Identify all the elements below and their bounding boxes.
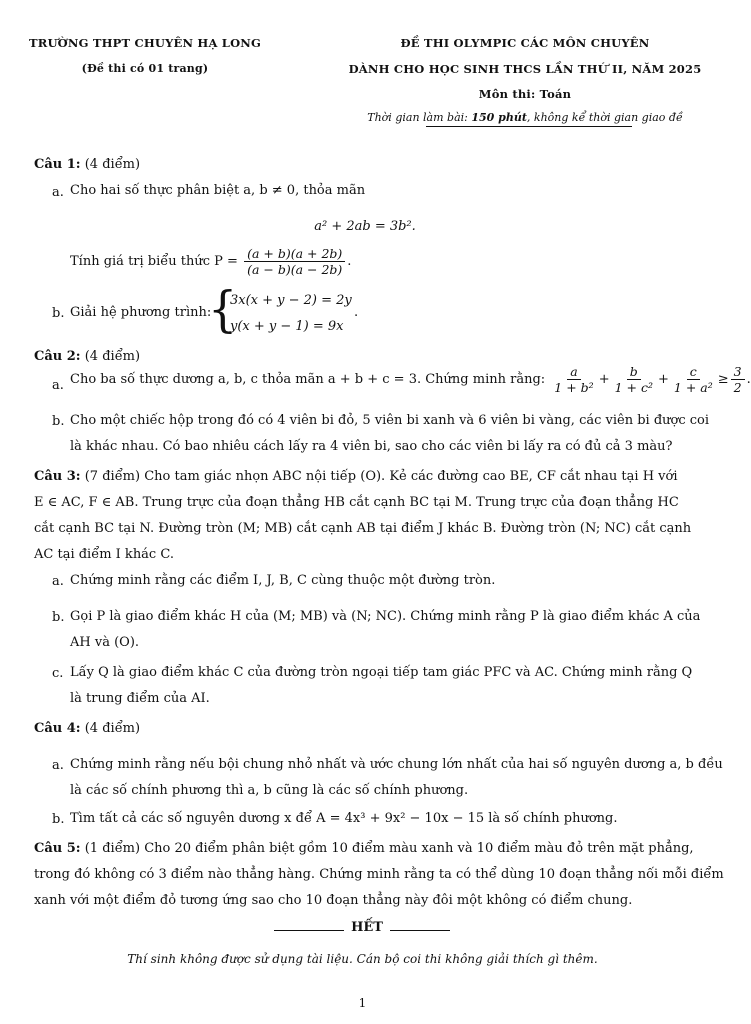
q1b-eq1: 3x(x + y − 2) = 2y [230, 293, 352, 308]
q3-intro2: E ∈ AC, F ∈ AB. Trung trực của đoạn thẳng HB cắt cạnh BC tại M. Trung trực của đoạn thẳng HC [34, 495, 679, 510]
page-number: 1 [358, 996, 367, 1010]
q3c-marker: c. [52, 666, 64, 681]
q1a-expression: Tính giá trị biểu thức P = $\frac{(a + b)(a + 2b)}{(a - b)(a - 2b)}$ . [70, 246, 352, 277]
q2-label: Câu 2: [34, 349, 81, 364]
subject: Môn thi: Toán [478, 87, 572, 101]
q2a-frac4 [731, 364, 745, 395]
q4a-line2: là các số chính phương thì a, b cũng là các số chính phương. [70, 783, 469, 798]
q2-points: (4 điểm) [84, 349, 141, 364]
q3-intro1: Cho tam giác nhọn ABC nội tiếp (O). Kẻ các đường cao BE, CF cắt nhau tại H với [144, 469, 678, 484]
q3-intro4: AC tại điểm I khác C. [34, 547, 174, 562]
q2b-marker: b. [52, 414, 65, 429]
q4a-marker: a. [52, 758, 64, 773]
pages-note: (Đề thi có 01 trang) [81, 62, 209, 75]
q1-points: (4 điểm) [84, 157, 141, 172]
q2a-frac2 [612, 364, 656, 395]
end-rule-left [274, 930, 344, 931]
q3b-line1: Gọi P là giao điểm khác H của (M; MB) và (N; NC). Chứng minh rằng P là giao điểm khác A của [70, 609, 701, 624]
q1b-eq2: y(x + y − 1) = 9x [230, 319, 344, 334]
q3c-line2: là trung điểm của AI. [70, 691, 210, 706]
school-name: TRƯỜNG THPT CHUYÊN HẠ LONG [28, 36, 262, 50]
q1-label: Câu 1: [34, 157, 81, 172]
q5-line3: xanh với một điểm đỏ tương ứng sao cho 10 đoạn thẳng này đôi một không có điểm chung. [34, 893, 633, 908]
q1a-numerator: (a + b)(a + 2b) [244, 246, 345, 262]
q5-line1 [34, 836, 694, 862]
q2a-frac3 [671, 364, 716, 395]
frac1-den: 1 + b² [554, 380, 594, 395]
frac1-num: a [567, 364, 580, 380]
time-value: 150 phút [471, 111, 527, 124]
q1a-text: Cho hai số thực phân biệt a, b ≠ 0, thỏa mãn [70, 183, 366, 198]
frac3-den: 1 + a² [673, 380, 713, 395]
time-prefix: Thời gian làm bài: [367, 111, 472, 124]
q4-points: (4 điểm) [84, 721, 141, 736]
q3-intro3: cắt cạnh BC tại N. Đường tròn (M; MB) cắt cạnh AB tại điểm J khác B. Đường tròn (N; NC) cắt cạnh [34, 521, 692, 536]
footer-note: Thí sinh không được sử dụng tài liệu. Cán bộ coi thi không giải thích gì thêm. [127, 952, 598, 966]
q1b-marker: b. [52, 306, 65, 321]
q1a-denominator: (a − b)(a − 2b) [247, 262, 343, 277]
q3a-text: Chứng minh rằng các điểm I, J, B, C cùng thuộc một đường tròn. [70, 573, 496, 588]
q2a-marker: a. [52, 378, 64, 393]
end-label: HẾT [351, 920, 383, 935]
q3-label: Câu 3: [34, 469, 81, 484]
q3-line1 [34, 464, 678, 490]
q2b-line1: Cho một chiếc hộp trong đó có 4 viên bi đỏ, 5 viên bi xanh và 6 viên bi vàng, các viên bi được coi [70, 413, 710, 428]
q3c-line1: Lấy Q là giao điểm khác C của đường tròn ngoại tiếp tam giác PFC và AC. Chứng minh rằng Q [70, 665, 693, 680]
time-suffix: , không kể thời gian giao đề [526, 111, 683, 124]
q3-points: (7 điểm) [84, 469, 141, 484]
q5-text1: Cho 20 điểm phân biệt gồm 10 điểm màu xanh và 10 điểm màu đỏ trên mặt phẳng, [144, 841, 694, 856]
system-brace: { [208, 280, 238, 338]
q4-label: Câu 4: [34, 721, 81, 736]
q5-points: (1 điểm) [84, 841, 141, 856]
q1a-fraction [244, 246, 345, 277]
q4b-marker: b. [52, 812, 65, 827]
q3b-line2: AH và (O). [70, 635, 140, 650]
frac4-num: 3 [731, 364, 745, 380]
exam-title-2: DÀNH CHO HỌC SINH THCS LẦN THỨ II, NĂM 2025 [348, 62, 702, 76]
frac4-den: 2 [733, 380, 742, 395]
time-line [340, 111, 710, 124]
q1a-text2: Tính giá trị biểu thức P = [70, 254, 238, 269]
frac3-num: c [687, 364, 700, 380]
q4a-line1: Chứng minh rằng nếu bội chung nhỏ nhất và ước chung lớn nhất của hai số nguyên dương a, b đều [70, 757, 723, 772]
header-underline [426, 126, 632, 127]
q3a-marker: a. [52, 574, 64, 589]
q1a-equation: a² + 2ab = 3b². [314, 219, 416, 234]
q2b-line2: là khác nhau. Có bao nhiêu cách lấy ra 4 viên bi, sao cho các viên bi lấy ra có đủ cả 3 màu? [70, 439, 673, 454]
frac2-den: 1 + c² [614, 380, 653, 395]
q5-label: Câu 5: [34, 841, 81, 856]
q4b-text: Tìm tất cả các số nguyên dương x để A = 4x³ + 9x² − 10x − 15 là số chính phương. [70, 811, 618, 826]
frac2-num: b [627, 364, 641, 380]
q3b-marker: b. [52, 610, 65, 625]
q1b-text: Giải hệ phương trình: [70, 305, 212, 320]
q2a-frac1 [551, 364, 596, 395]
q1-heading [34, 152, 140, 178]
q5-line2: trong đó không có 3 điểm nào thẳng hàng. Chứng minh rằng ta có thể dùng 10 đoạn thẳng nối mỗi điểm [34, 867, 724, 882]
q4-heading [34, 716, 140, 742]
end-rule-right [390, 930, 450, 931]
exam-title-1: ĐỀ THI OLYMPIC CÁC MÔN CHUYÊN [400, 36, 650, 50]
q2a-line: Cho ba số thực dương a, b, c thỏa mãn a + b + c = 3. Chứng minh rằng: $\frac{a}{\text{1 + b²}}$ + $\frac{b}{\text{1 + c²}}$ + $\frac{c}{\text{1 + a²}}$ ≥ $\frac{3}{2}$ . [70, 364, 751, 395]
q1b-period: . [354, 305, 359, 320]
q1a-marker: a. [52, 185, 64, 200]
q2a-text: Cho ba số thực dương a, b, c thỏa mãn a + b + c = 3. Chứng minh rằng: [70, 372, 546, 387]
